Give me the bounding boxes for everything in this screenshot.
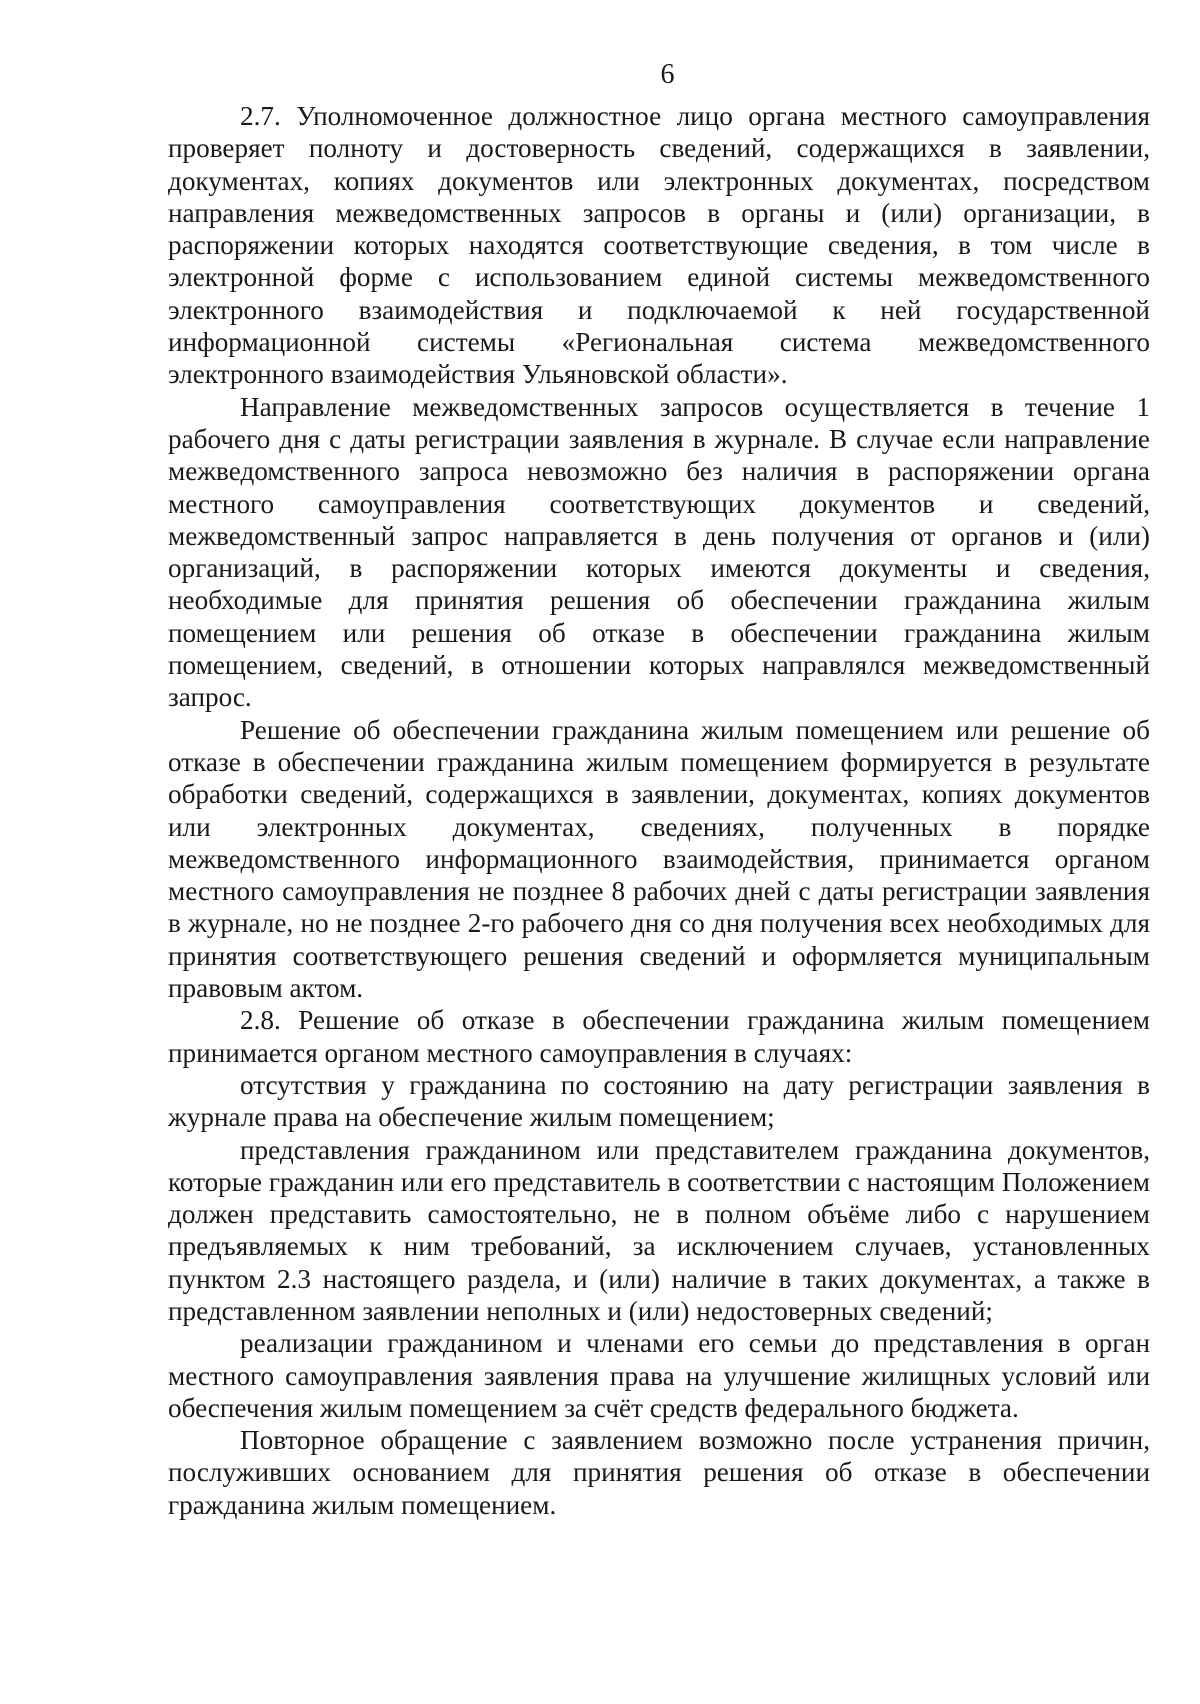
paragraph-repeat-application: Повторное обращение с заявлением возможно после устранения причин, послуживших основанием для принятия решения об отказе в обеспечении гражданина жилым помещением. [168, 1425, 1150, 1520]
page-number: 6 [660, 59, 675, 90]
list-item-prior-improvement: реализации гражданином и членами его семьи до представления в орган местного самоуправления заявления права на улучшение жилищных условий или обеспечения жилым помещением за счёт средств федерального бюджета. [168, 1328, 1150, 1423]
paragraph-2-8: 2.8. Решение об отказе в обеспечении гражданина жилым помещением принимается органом местного самоуправления в случаях: [168, 1005, 1150, 1068]
list-item-incomplete-documents: представления гражданином или представителем гражданина документов, которые гражданин или его представитель в соответствии с настоящим Положением должен представить самостоятельно, не в полном объёме либо с нарушением предъявляемых к ним требований, за исключением случаев, установленных пунктом 2.3 настоящего раздела, и (или) наличие в таких документах, а также в представленном заявлении неполных и (или) недостоверных сведений; [168, 1134, 1150, 1326]
paragraph-interagency-requests: Направление межведомственных запросов осуществляется в течение 1 рабочего дня с даты регистрации заявления в журнале. В случае если направление межведомственного запроса невозможно без наличия в распоряжении органа местного самоуправления соответствующих документов и сведений, межведомственный запрос направляется в день получения от органов и (или) организаций, в распоряжении которых имеются документы и сведения, необходимые для принятия решения об обеспечении гражданина жилым помещением или решения об отказе в обеспечении гражданина жилым помещением, сведений, в отношении которых направлялся межведомственный запрос. [168, 391, 1150, 713]
paragraph-2-7: 2.7. Уполномоченное должностное лицо органа местного самоуправления проверяет полноту и достоверность сведений, содержащихся в заявлении, документах, копиях документов или электронных документах, посредством направления межведомственных запросов в органы и (или) организации, в распоряжении которых находятся соответствующие сведения, в том числе в электронной форме с использованием единой системы межведомственного электронного взаимодействия и подключаемой к ней государственной информационной системы «Региональная система межведомственного электронного взаимодействия Ульяновской области». [168, 101, 1150, 390]
list-item-no-right: отсутствия у гражданина по состоянию на дату регистрации заявления в журнале права на обеспечение жилым помещением; [168, 1069, 1150, 1133]
document-body [168, 100, 1150, 1521]
paragraph-decision-formation: Решение об обеспечении гражданина жилым помещением или решение об отказе в обеспечении гражданина жилым помещением формируется в результате обработки сведений, содержащихся в заявлении, документах, копиях документов или электронных документах, сведениях, полученных в порядке межведомственного информационного взаимодействия, принимается органом местного самоуправления не позднее 8 рабочих дней с даты регистрации заявления в журнале, но не позднее 2-го рабочего дня со дня получения всех необходимых для принятия соответствующего решения сведений и оформляется муниципальным правовым актом. [168, 714, 1150, 1004]
